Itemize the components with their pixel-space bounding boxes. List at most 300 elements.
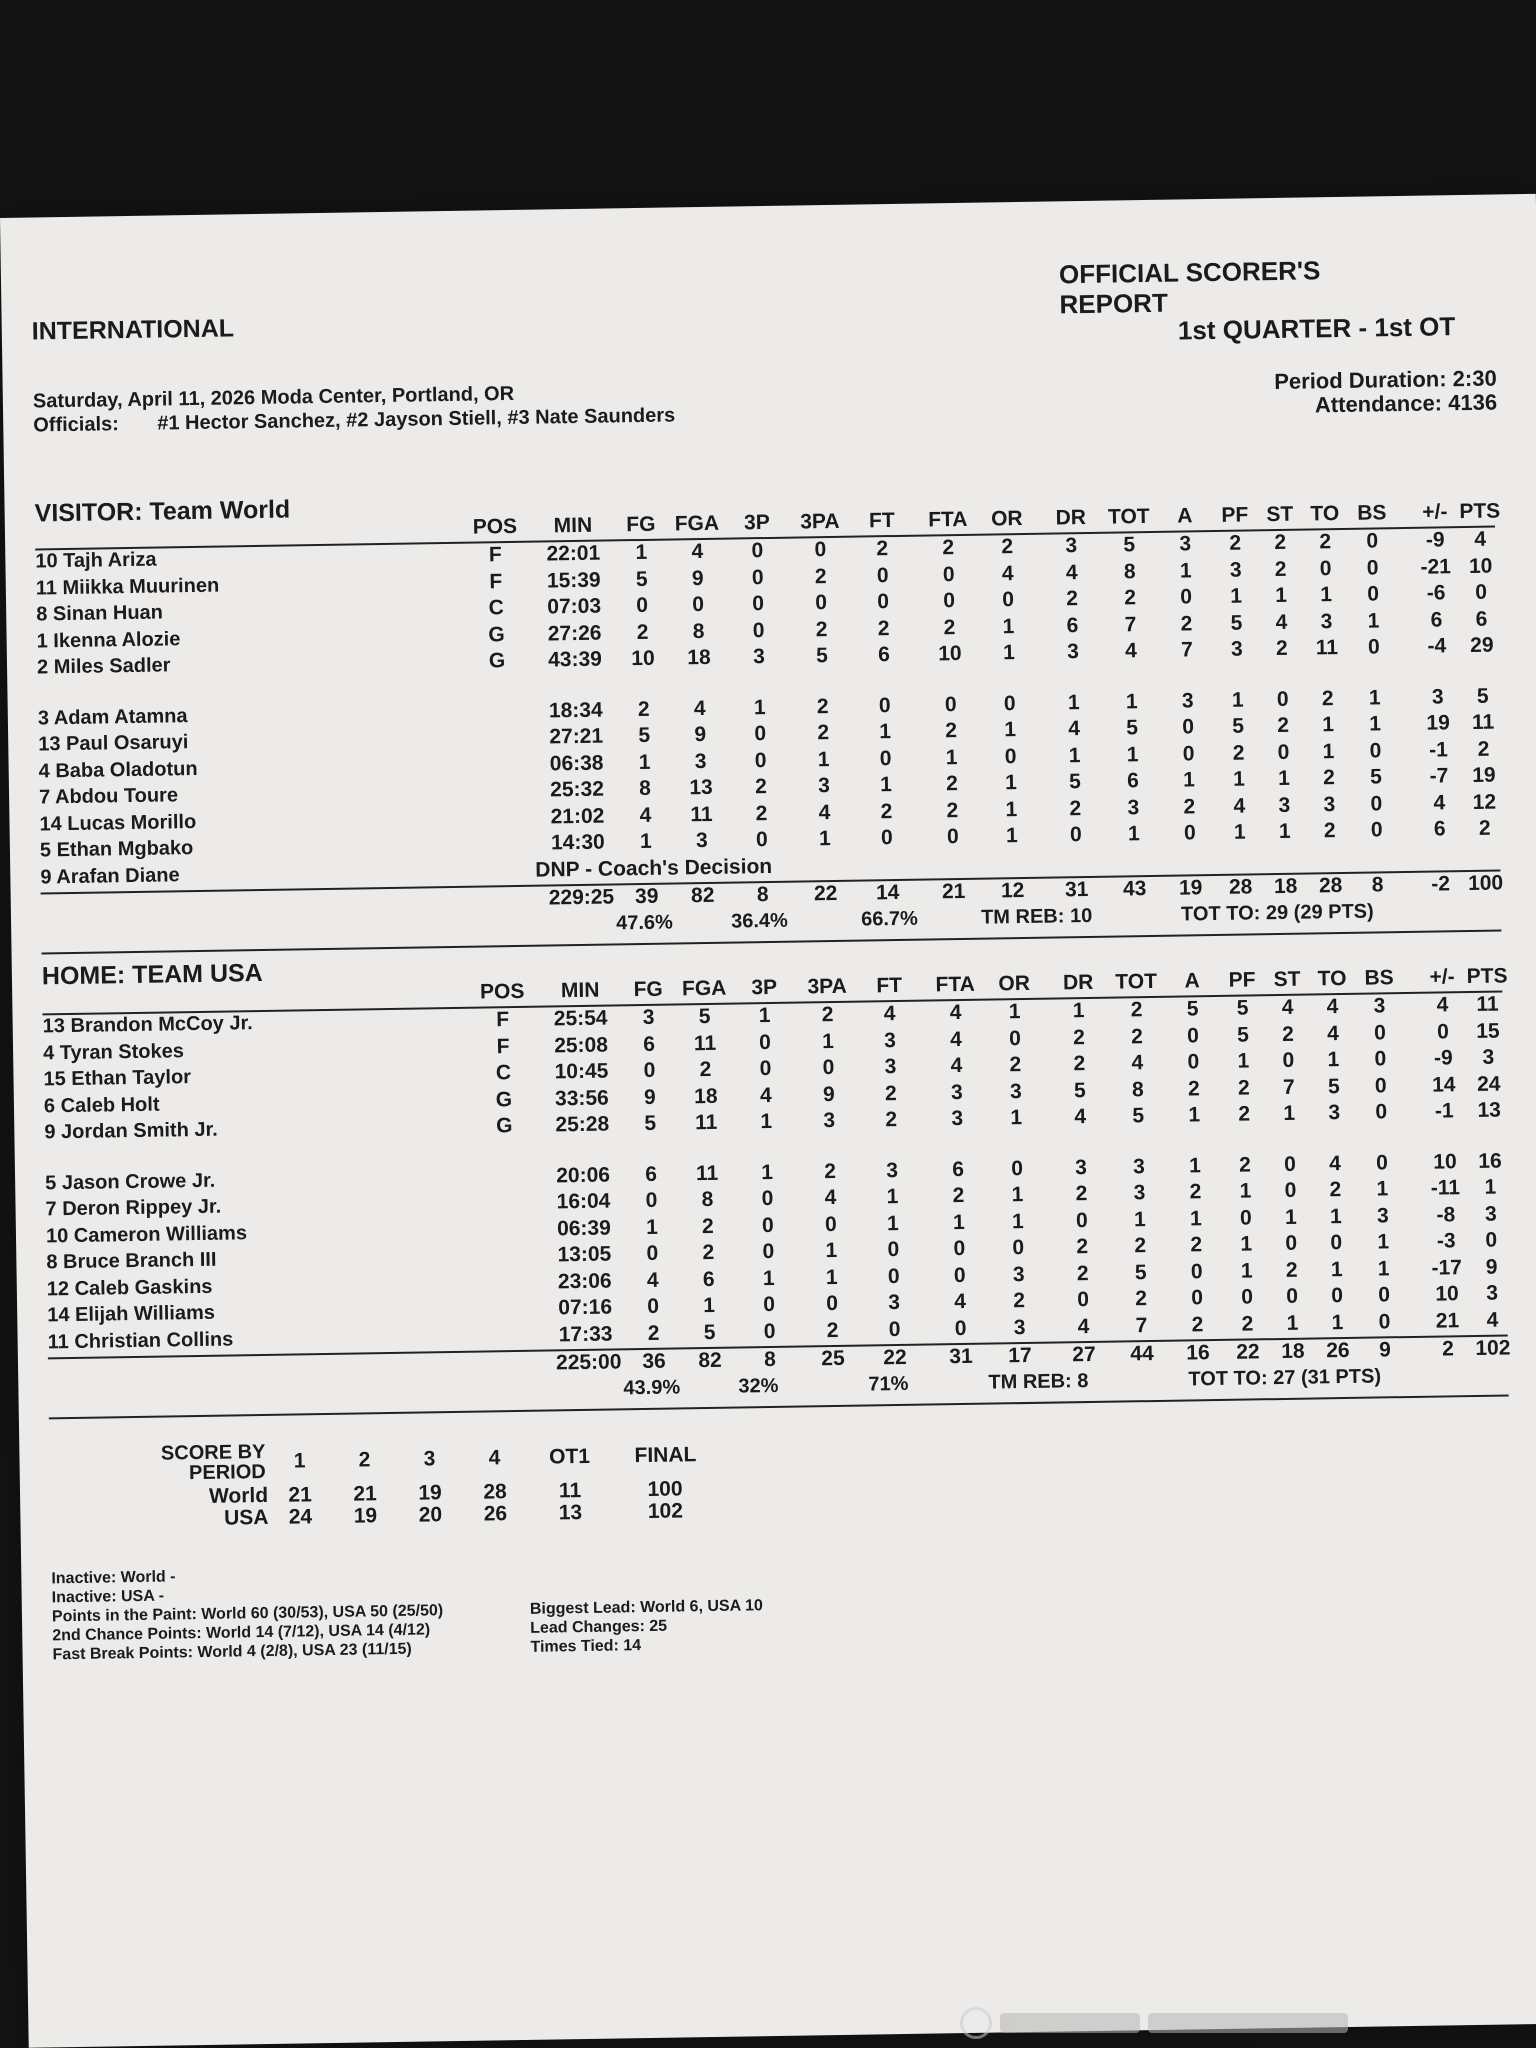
stat-dr: 2 [1075,1182,1088,1206]
column-header-to: TO [1310,502,1340,526]
stat-st: 2 [1281,1022,1294,1046]
stat-min: 17:33 [558,1322,613,1346]
total-min: 225:00 [555,1350,622,1375]
stat-pts: 2 [1477,737,1490,761]
stat-fta: 1 [945,745,958,769]
column-header-ft: FT [876,973,903,998]
stat-bs: 0 [1367,582,1380,606]
stat-ft: 6 [877,643,890,667]
stat-to: 1 [1330,1257,1343,1281]
stat-bs: 1 [1376,1177,1389,1201]
stat-pos: F [496,1008,510,1032]
stat-or: 1 [1011,1183,1024,1207]
stat-bs: 0 [1366,555,1379,580]
stat-fga: 13 [689,775,713,800]
stat-dr: 4 [1068,717,1081,741]
dnp-reason: DNP - Coach's Decision [535,854,773,882]
stat-pts: 0 [1485,1228,1498,1252]
stat-3pa: 3 [823,1108,836,1133]
stat-fta: 0 [953,1263,966,1287]
stat-ft: 0 [888,1317,901,1341]
period-score: 26 [483,1502,508,1526]
stat-fg: 5 [644,1111,657,1135]
stat-fga: 2 [701,1214,714,1238]
stat-ft: 0 [878,693,891,717]
stat-to: 1 [1329,1204,1342,1228]
stat-3pa: 2 [817,721,830,745]
stat-pf: 0 [1241,1285,1254,1309]
stat-fg: 0 [647,1294,660,1318]
stat-tot: 8 [1131,1077,1144,1101]
stat-pos: G [495,1114,513,1138]
stat-st: 2 [1274,557,1287,581]
stat-pf: 1 [1231,688,1244,712]
stat-fta: 2 [945,719,958,743]
stat-: -6 [1426,581,1446,605]
player-name: 10 Tajh Ariza [35,548,157,573]
stat-bs: 0 [1378,1283,1391,1307]
stat-3p: 0 [754,722,767,746]
stat-3pa: 9 [822,1082,835,1106]
stat-dr: 0 [1075,1208,1088,1232]
stat-fga: 11 [690,802,713,826]
stat-dr: 4 [1077,1314,1090,1338]
stat-or: 3 [1012,1262,1025,1286]
stat-st: 2 [1275,636,1288,661]
stat-fg: 3 [642,1005,655,1030]
period-header: OT1 [548,1444,591,1469]
stat-pos: C [495,1061,512,1085]
stat-3p: 0 [754,748,767,772]
stat-ft: 3 [884,1055,897,1079]
stat-pf: 2 [1241,1311,1254,1336]
period-score: 21 [288,1483,312,1507]
stat-dr: 5 [1068,770,1082,794]
stat-: -11 [1430,1176,1461,1200]
stat-dr: 1 [1068,743,1081,767]
stat-: 0 [1436,1019,1449,1044]
stat-min: 07:03 [547,594,602,619]
stat-pts: 9 [1485,1255,1498,1279]
stat-or: 2 [1001,535,1014,559]
period-score: 19 [353,1504,378,1528]
stat-ft: 0 [887,1238,900,1262]
stat-3pa: 5 [815,644,828,668]
home-team-title: HOME: TEAM USA [41,958,263,991]
stat-pts: 11 [1471,710,1495,734]
stat-st: 0 [1285,1231,1298,1255]
stat-pos [468,699,528,700]
stat-ft: 4 [883,1002,896,1026]
stat-or: 1 [1005,797,1018,821]
stat-fta: 10 [938,641,962,666]
stat-3pa: 0 [822,1056,835,1080]
stat-fta: 3 [950,1080,963,1104]
inactive-usa: Inactive: USA - [51,1587,165,1607]
total-st: 18 [1273,874,1298,899]
stat-st: 2 [1274,530,1287,555]
stat-dr: 2 [1069,796,1082,820]
stat-pf: 1 [1232,767,1245,791]
total-: 2 [1441,1337,1454,1361]
total-st: 18 [1281,1339,1305,1364]
game-notes-right [530,1596,764,1657]
stat-: -8 [1436,1202,1456,1227]
stat-3p: 0 [761,1213,774,1237]
stat-pf: 1 [1240,1232,1253,1256]
stat-pts: 4 [1486,1308,1499,1332]
stat-pos: G [488,649,506,673]
stat-fg: 8 [639,776,652,801]
stat-or: 0 [1002,588,1015,612]
column-header-fg: FG [633,977,663,1002]
stat-or: 1 [1008,1000,1021,1024]
stat-ft: 2 [884,1081,897,1105]
stat-dr: 1 [1067,690,1080,714]
stat-a: 0 [1190,1259,1203,1283]
total-turnovers: TOT TO: 29 (29 PTS) [1180,900,1374,926]
total-fg: 36 [642,1349,666,1374]
stat-a: 1 [1182,768,1195,792]
stat-fga: 11 [695,1110,718,1135]
stat-dr: 5 [1073,1078,1086,1102]
stat-3pa: 4 [818,800,831,824]
stat-fg: 0 [645,1188,658,1212]
stat-pts: 2 [1478,816,1491,840]
stat-tot: 1 [1126,742,1139,766]
game-meta-right [1274,367,1497,418]
total-a: 19 [1178,876,1203,900]
stat-pts: 4 [1474,527,1487,551]
stat-a: 2 [1183,794,1196,818]
period-score: 11 [558,1479,582,1503]
player-name: 12 Caleb Gaskins [46,1275,213,1300]
column-header-fga: FGA [681,976,727,1001]
stat-a: 0 [1182,715,1195,739]
total-tot: 44 [1130,1342,1154,1366]
stat-3p: 1 [762,1266,775,1290]
stat-pf: 2 [1229,531,1242,555]
sbp-title-line1: SCORE BY [160,1440,266,1465]
stat-or: 3 [1013,1315,1026,1339]
watermark-text-blur [1148,2013,1348,2033]
total-pos [471,887,531,888]
column-header-fta: FTA [928,507,968,532]
stat-a: 1 [1188,1103,1201,1127]
stat-ft: 0 [879,746,892,770]
stat-fta: 4 [954,1289,967,1314]
stat-3p: 0 [761,1186,774,1211]
stat-pts: 0 [1475,580,1488,604]
stat-3p: 0 [751,539,764,563]
stat-fta: 4 [950,1053,963,1078]
stat-: -21 [1420,554,1452,579]
stat-ft: 0 [887,1264,900,1288]
stat-st: 0 [1283,1152,1297,1176]
officials-list: #1 Hector Sanchez, #2 Jayson Stiell, #3 Nate Saunders [157,404,676,435]
player-name: 5 Jason Crowe Jr. [44,1169,216,1194]
stat-a: 0 [1187,1050,1200,1074]
stat-fga: 2 [699,1057,712,1082]
column-header-pts: PTS [1459,499,1501,524]
stat-fta: 1 [952,1210,965,1234]
stat-fg: 4 [646,1268,659,1292]
stat-fga: 9 [694,722,707,747]
stat-fg: 1 [635,540,648,565]
stat-tot: 5 [1126,716,1139,740]
stat-min: 22:01 [546,541,601,566]
period-score: 102 [647,1499,684,1523]
column-header-pf: PF [1228,968,1256,992]
stat-3pa: 1 [818,827,831,851]
stat-st: 2 [1277,713,1290,737]
stat-min: 13:05 [557,1242,612,1267]
stat-min: 25:08 [554,1033,609,1057]
stat-tot: 1 [1127,822,1140,846]
stat-pos [477,1297,537,1298]
stat-fga: 3 [695,828,708,853]
column-header-dr: DR [1062,970,1094,995]
stat-fga: 8 [701,1187,714,1212]
stat-3pa: 3 [817,774,831,798]
stat-bs: 0 [1375,1150,1389,1174]
stat-fga: 9 [691,566,704,590]
stat-min: 15:39 [546,568,601,592]
stat-or: 0 [1012,1236,1025,1260]
stat-fta: 3 [951,1106,964,1131]
total-ft: 22 [883,1345,907,1370]
stat-min: 06:39 [556,1216,611,1240]
stat-pos: F [496,1034,510,1058]
watermark [960,2012,1440,2034]
stat-dr: 0 [1069,823,1082,847]
stat-3pa: 1 [825,1265,838,1289]
total-3pa: 25 [821,1346,845,1371]
stat-3pa: 1 [817,747,830,771]
period-score: 13 [558,1501,583,1525]
stat-a: 0 [1186,1023,1200,1047]
stat-3p: 1 [758,1003,771,1028]
ft-percentage: 66.7% [860,907,919,931]
stat-st: 1 [1277,766,1290,790]
stat-fg: 2 [647,1321,660,1345]
team-rebounds: TM REB: 10 [980,904,1093,929]
stat-tot: 2 [1130,998,1143,1022]
stat-or: 0 [1008,1026,1022,1050]
stat-bs: 0 [1369,738,1382,763]
stat-to: 1 [1327,1048,1340,1072]
stat-3pa: 0 [815,591,828,615]
stat-dr: 4 [1065,560,1078,584]
score-by-period-title [145,1442,266,1484]
stat-bs: 1 [1367,608,1380,633]
stat-or: 1 [1004,718,1017,742]
stat-3pa: 2 [821,1003,834,1027]
stat-pf: 1 [1233,820,1246,844]
stat-to: 2 [1321,686,1334,710]
stat-bs: 0 [1370,818,1383,842]
total-: -2 [1431,872,1451,896]
period-duration: Period Duration: 2:30 [1274,365,1497,395]
stat-pos: C [488,596,504,620]
stat-a: 7 [1180,638,1193,662]
three-point-percentage: 32% [738,1374,779,1398]
stat-dr: 2 [1073,1052,1086,1076]
player-name: 8 Sinan Huan [36,601,164,626]
stat-pos [470,832,530,833]
stat-ft: 2 [877,616,890,640]
total-min: 229:25 [548,885,615,910]
stat-fga: 1 [703,1293,716,1318]
stat-to: 4 [1326,995,1339,1019]
total-fg: 39 [634,884,659,909]
stat-pos [469,805,529,806]
stat-: -4 [1427,634,1447,658]
stat-tot: 3 [1127,795,1140,819]
sbp-title-line2: PERIOD [188,1460,266,1485]
player-name: 9 Arafan Diane [40,863,180,888]
period-header: 2 [358,1448,371,1472]
stat-: -7 [1429,764,1449,788]
column-header-min: MIN [553,513,593,538]
stat-pos: F [489,569,503,593]
stat-pts: 3 [1484,1202,1497,1226]
stat-3p: 0 [751,565,764,589]
stat-to: 3 [1328,1101,1341,1125]
total-ft: 14 [875,880,900,905]
stat-pf: 3 [1230,637,1243,661]
stat-3p: 0 [763,1319,776,1343]
stat-dr: 2 [1076,1261,1089,1285]
stat-3p: 0 [759,1056,772,1081]
stat-min: 10:45 [554,1059,609,1084]
stat-tot: 4 [1131,1051,1144,1075]
stat-pf: 2 [1238,1152,1252,1177]
stat-3p: 0 [755,828,768,852]
stat-pos [468,752,528,753]
stat-pts: 10 [1468,554,1493,578]
stat-a: 5 [1186,997,1199,1021]
game-meta [33,379,676,437]
stat-bs: 0 [1370,791,1383,816]
stat-ft: 1 [886,1185,899,1209]
period-header: FINAL [634,1443,697,1468]
stat-ft: 3 [883,1028,897,1052]
stat-3pa: 0 [824,1212,837,1236]
total-dr: 27 [1072,1342,1096,1367]
stat-tot: 5 [1123,533,1136,557]
stat-pf: 1 [1230,584,1243,608]
total-pf: 28 [1228,875,1253,899]
stat-3pa: 4 [824,1185,837,1210]
stat-3p: 0 [752,618,765,642]
player-name: 3 Adam Atamna [37,704,188,729]
stat-min: 14:30 [550,830,605,855]
stat-fga: 8 [692,619,705,643]
stat-a: 1 [1179,558,1192,583]
stat-dr: 3 [1075,1155,1088,1179]
stat-bs: 3 [1376,1203,1389,1227]
stat-pf: 2 [1237,1075,1250,1100]
stat-pf: 5 [1236,996,1249,1020]
stat-a: 0 [1183,821,1196,845]
stat-tot: 7 [1124,612,1137,636]
stat-pos: G [488,622,505,646]
total-dr: 31 [1064,877,1089,902]
stat-pts: 29 [1470,633,1494,657]
stat-st: 1 [1275,583,1288,608]
column-header-ft: FT [868,508,895,533]
stat-bs: 1 [1377,1256,1390,1280]
total-to: 26 [1326,1338,1350,1363]
stat-dr: 2 [1066,587,1079,611]
total-pts: 100 [1467,871,1504,896]
stat-3p: 0 [762,1239,775,1264]
stat-bs: 1 [1369,712,1382,736]
player-name: 4 Baba Oladotun [38,757,198,782]
column-header-3p: 3P [751,975,778,1000]
stat-tot: 5 [1134,1260,1147,1284]
stat-fga: 0 [692,592,705,617]
total-turnovers: TOT TO: 27 (31 PTS) [1188,1365,1382,1391]
stat-tot: 1 [1133,1207,1146,1231]
column-header-3pa: 3PA [800,509,840,534]
stat-3pa: 0 [826,1291,839,1316]
total-fga: 82 [698,1348,722,1373]
column-header-fta: FTA [935,972,975,997]
stat-dr: 2 [1076,1235,1089,1259]
game-notes-left [51,1563,444,1664]
period-team-name: World [208,1483,269,1508]
period-score: 100 [647,1477,683,1501]
player-name: 7 Abdou Toure [38,784,179,809]
stat-to: 3 [1320,609,1333,633]
stat-3pa: 2 [816,694,829,718]
stat-pf: 2 [1238,1102,1251,1126]
stat-dr: 6 [1066,613,1079,637]
column-header-fg: FG [626,512,656,537]
stat-a: 0 [1191,1286,1204,1310]
total-fga: 82 [690,883,715,908]
stat-ft: 1 [879,773,893,797]
total-tot: 43 [1122,877,1147,901]
three-point-percentage: 36.4% [730,909,789,933]
stat-: 6 [1430,607,1443,632]
stat-tot: 5 [1132,1104,1145,1128]
stat-pts: 11 [1476,992,1499,1016]
stat-or: 1 [1002,641,1015,665]
stat-dr: 3 [1065,534,1078,558]
stat-pos [475,1191,535,1192]
stat-bs: 0 [1373,1020,1386,1045]
stat-fta: 2 [952,1183,965,1208]
stat-: 14 [1431,1072,1456,1097]
home-box-score [42,965,1509,1420]
player-name: 11 Christian Collins [47,1327,234,1353]
column-header-pos: POS [479,979,525,1004]
stat-: -17 [1431,1255,1463,1280]
stat-fta: 2 [945,772,959,796]
stat-st: 4 [1281,995,1294,1019]
stat-fga: 3 [694,749,707,773]
period-header: 4 [488,1446,501,1470]
stat-tot: 8 [1123,559,1136,583]
stat-st: 1 [1283,1101,1296,1125]
stat-to: 0 [1330,1231,1343,1255]
column-header-st: ST [1273,967,1301,992]
player-name: 8 Bruce Branch III [46,1248,217,1274]
stat-3pa: 1 [822,1029,835,1053]
